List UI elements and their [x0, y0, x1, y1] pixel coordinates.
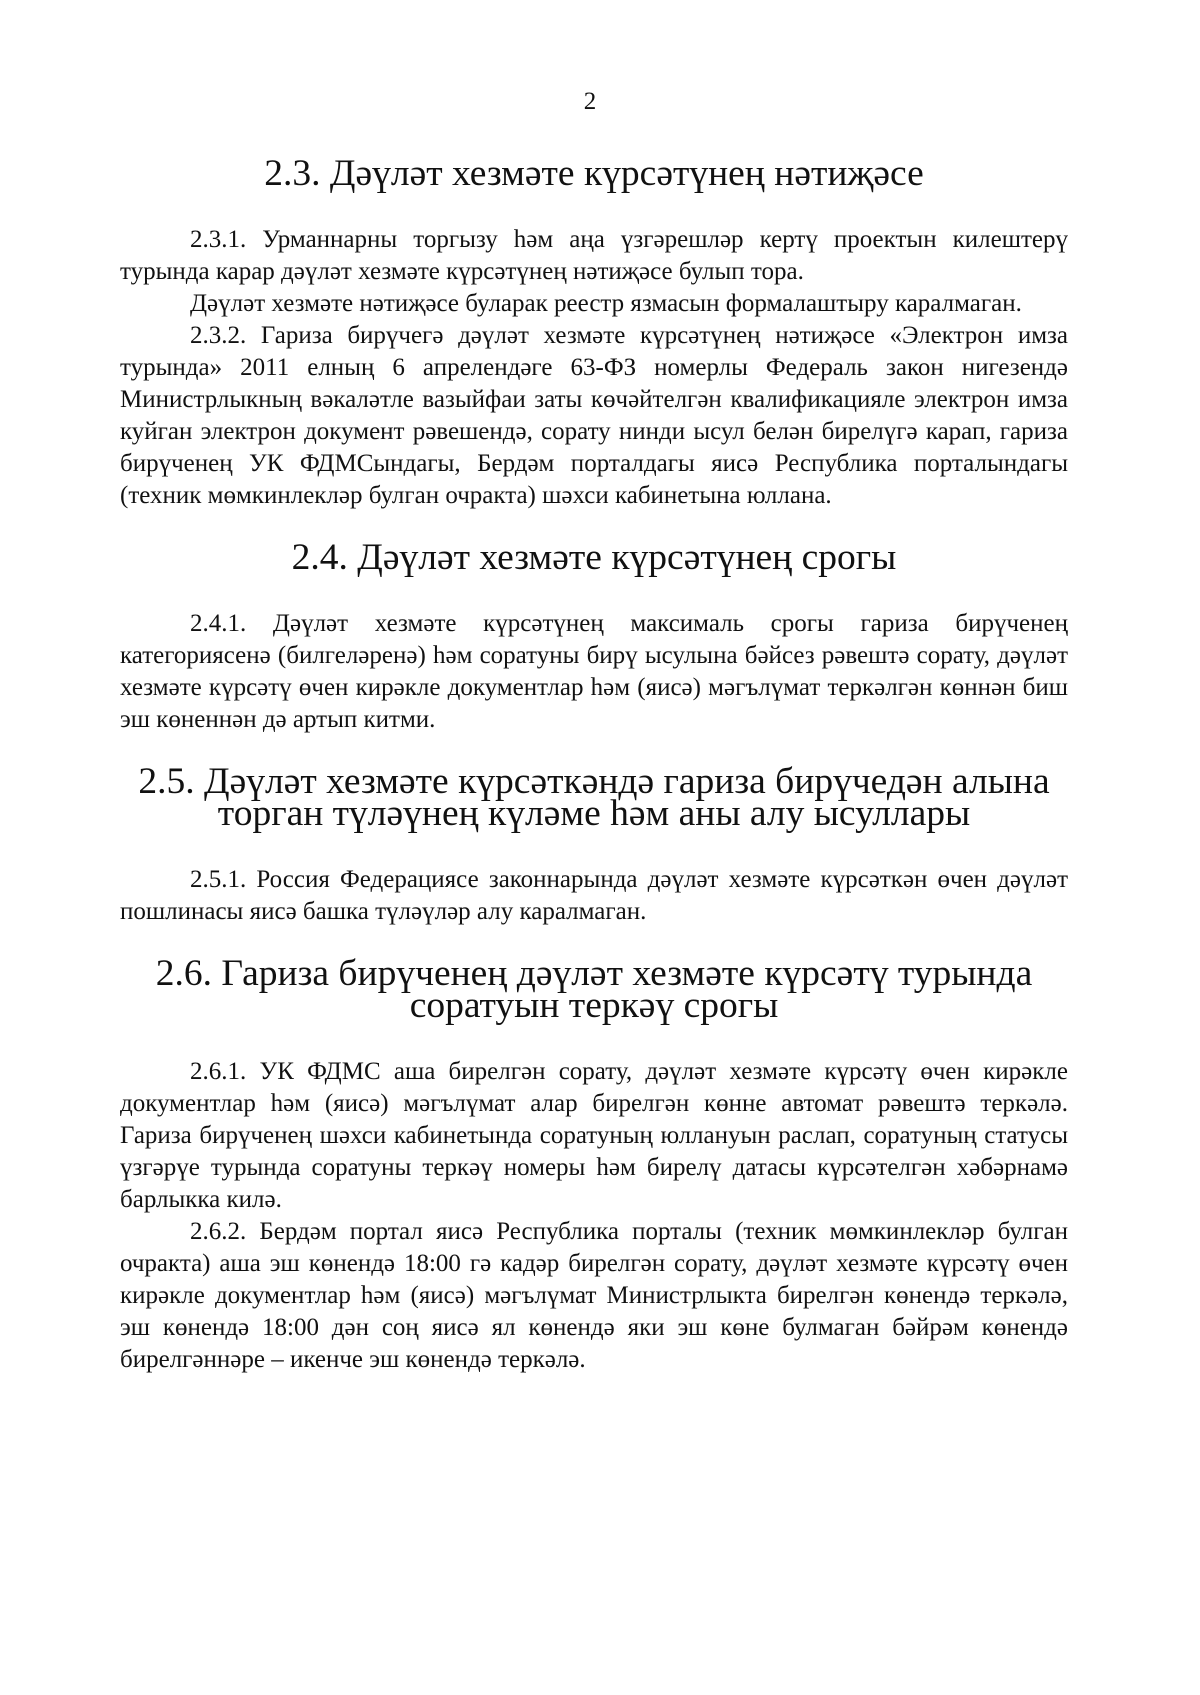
paragraph-2-6-2: 2.6.2. Бердәм портал яисә Республика порталы (техник мөмкинлекләр булган очракта) аша эш көнендә 18:00 гә кадәр бирелгән сорату, дәүләт хезмәте күрсәтү өчен кирәкле документлар һәм (яисә) мәгълүмат Министрлыкта бирелгән көнендә теркәлә, эш көнендә 18:00 дән соң яисә ял көнендә яки эш көне булмаган бәйрәм көнендә бирелгәннәре – икенче эш көнендә теркәлә. [120, 1218, 1068, 1373]
paragraph-2-4-1: 2.4.1. Дәүләт хезмәте күрсәтүнең максималь срогы гариза бирүченең категориясенә (билгеләренә) һәм соратуны бирү ысулына бәйсез рәвештә сорату, дәүләт хезмәте күрсәтү өчен кирәкле документлар һәм (яисә) мәгълүмат теркәлгән көннән биш эш көненнән дә артып китми. [120, 610, 1068, 733]
section-heading-2-5: 2.5. Дәүләт хезмәте күрсәткәндә гариза бирүчедән алына торган түләүнең күләме һәм аны алу ысуллары [138, 761, 1050, 834]
section-heading-2-4: 2.4. Дәүләт хезмәте күрсәтүнең срогы [291, 537, 897, 578]
section-heading-2-6: 2.6. Гариза бирүченең дәүләт хезмәте күрсәтү турында соратуын теркәү срогы [155, 953, 1033, 1026]
paragraph-2-3-1-note: Дәүләт хезмәте нәтиҗәсе буларак реестр язмасын формалаштыру каралмаган. [190, 290, 1022, 317]
section-heading-2-3: 2.3. Дәүләт хезмәте күрсәтүнең нәтиҗәсе [264, 153, 924, 194]
paragraph-2-3-2: 2.3.2. Гариза бирүчегә дәүләт хезмәте күрсәтүнең нәтиҗәсе «Электрон имза турында» 2011 елның 6 апрелендәге 63-ФЗ номерлы Федераль закон нигезендә Министрлыкның вәкаләтле вазыйфаи заты көчәйтелгән квалификацияле электрон имза куйган электрон документ рәвешендә, сорату нинди ысул белән бирелүгә карап, гариза бирүченең УК ФДМСындагы, Бердәм порталдагы яисә Республика порталындагы (техник мөмкинлекләр булган очракта) шәхси кабинетына юллана. [120, 322, 1068, 509]
paragraph-2-5-1: 2.5.1. Россия Федерациясе законнарында дәүләт хезмәте күрсәткән өчен дәүләт пошлинасы яисә башка түләүләр алу каралмаган. [120, 866, 1068, 925]
document-body [120, 153, 1068, 1376]
paragraph-2-3-1: 2.3.1. Урманнарны торгызу һәм аңа үзгәрешләр кертү проектын килештерү турында карар дәүләт хезмәте күрсәтүнең нәтиҗәсе булып тора. [120, 226, 1068, 285]
paragraph-2-6-1: 2.6.1. УК ФДМС аша бирелгән сорату, дәүләт хезмәте күрсәтү өчен кирәкле документлар һәм (яисә) мәгълүмат алар бирелгән көнне автомат рәвештә теркәлә. Гариза бирүченең шәхси кабинетында соратуның юллануын раслап, соратуның статусы үзгәрүе турында соратуны теркәү номеры һәм бирелү датасы күрсәтелгән хәбәрнамә барлыкка килә. [120, 1058, 1068, 1213]
page-number: 2 [583, 88, 597, 115]
